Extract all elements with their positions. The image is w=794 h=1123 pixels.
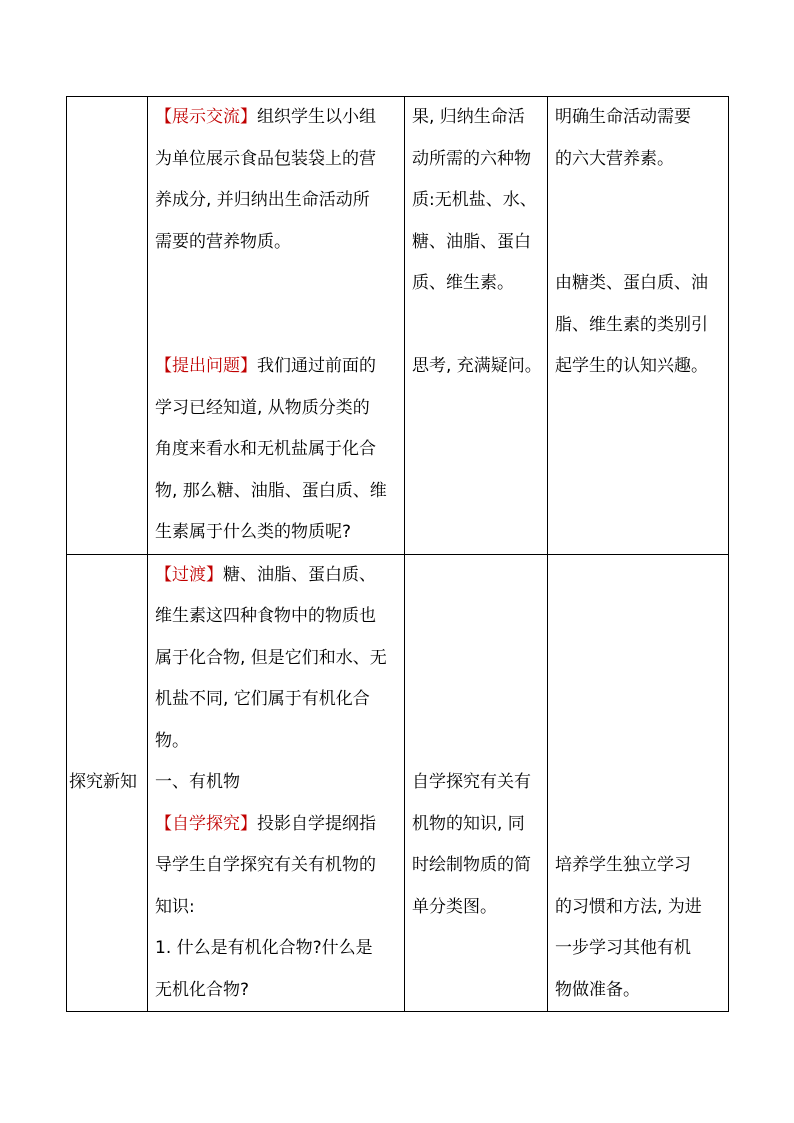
stage-cell: [67, 554, 148, 1012]
text-line: 养成分, 并归纳出生命活动所: [155, 190, 370, 210]
text-line: 知识:: [155, 896, 195, 917]
text-line: 动所需的六种物: [412, 148, 531, 169]
text-line: 无机化合物?: [155, 979, 250, 1000]
text-line: 由糖类、蛋白质、油: [555, 273, 708, 293]
activity-tag: 【提出问题】: [155, 356, 257, 376]
design-intent-cell: [548, 554, 729, 1012]
student-activity-cell: [405, 554, 548, 1012]
text-line: 物, 那么糖、油脂、蛋白质、维: [155, 480, 387, 501]
text-line: 生素属于什么类的物质呢?: [155, 522, 352, 542]
text-line: 学习已经知道, 从物质分类的: [155, 397, 370, 418]
text-line: 明确生命活动需要: [555, 107, 691, 127]
design-intent-cell: [548, 97, 729, 555]
stage-cell: [67, 97, 148, 555]
text-line: 机物的知识, 同: [412, 813, 525, 834]
text-line: 1. 什么是有机化合物?什么是: [155, 938, 373, 958]
activity-tag: 【过渡】: [155, 564, 223, 585]
text-line: 脂、维生素的类别引: [555, 314, 708, 335]
teacher-activity-cell: [148, 97, 405, 555]
student-activity-cell: [405, 97, 548, 555]
activity-tag: 【展示交流】: [155, 107, 257, 127]
text-line: 培养学生独立学习: [555, 855, 691, 875]
text-line: 角度来看水和无机盐属于化合: [155, 439, 376, 459]
text-line: 机盐不同, 它们属于有机化合: [155, 689, 370, 709]
text-line: 【提出问题】我们通过前面的: [155, 356, 376, 376]
text-line: 起学生的认知兴趣。: [555, 356, 708, 376]
text-line: 维生素这四种食物中的物质也: [155, 606, 376, 626]
teacher-activity-cell: [148, 554, 405, 1012]
text-line: 糖、油脂、蛋白: [412, 231, 531, 252]
text-line: 时绘制物质的简: [412, 855, 531, 875]
section-heading: 一、有机物: [155, 772, 240, 792]
text-line: 质:无机盐、水、: [412, 190, 537, 210]
text-line: 的六大营养素。: [555, 148, 674, 169]
text-line: 思考, 充满疑问。: [412, 356, 542, 376]
text-line: 为单位展示食品包装袋上的营: [155, 148, 376, 169]
text-line: 自学探究有关有: [412, 772, 531, 792]
text-line: 质、维生素。: [412, 273, 514, 293]
text-line: 属于化合物, 但是它们和水、无: [155, 647, 387, 668]
text-line: 的习惯和方法, 为进: [555, 896, 702, 917]
table-row: [67, 554, 729, 1012]
text-line: 单分类图。: [412, 896, 497, 917]
text-line: 一步学习其他有机: [555, 938, 691, 958]
text-line: 果, 归纳生命活: [412, 107, 525, 127]
text-line: 需要的营养物质。: [155, 231, 291, 252]
stage-label: 探究新知: [69, 772, 137, 792]
lesson-plan-table: [66, 96, 729, 1012]
activity-tag: 【自学探究】: [155, 813, 257, 834]
text-line: 【过渡】糖、油脂、蛋白质、: [155, 564, 376, 585]
text-line: 【展示交流】组织学生以小组: [155, 107, 376, 127]
table-row: [67, 97, 729, 555]
text-line: 物。: [155, 730, 189, 751]
text-line: 【自学探究】投影自学提纲指: [155, 813, 376, 834]
text-line: 导学生自学探究有关有机物的: [155, 855, 376, 875]
text-line: 物做准备。: [555, 979, 640, 1000]
